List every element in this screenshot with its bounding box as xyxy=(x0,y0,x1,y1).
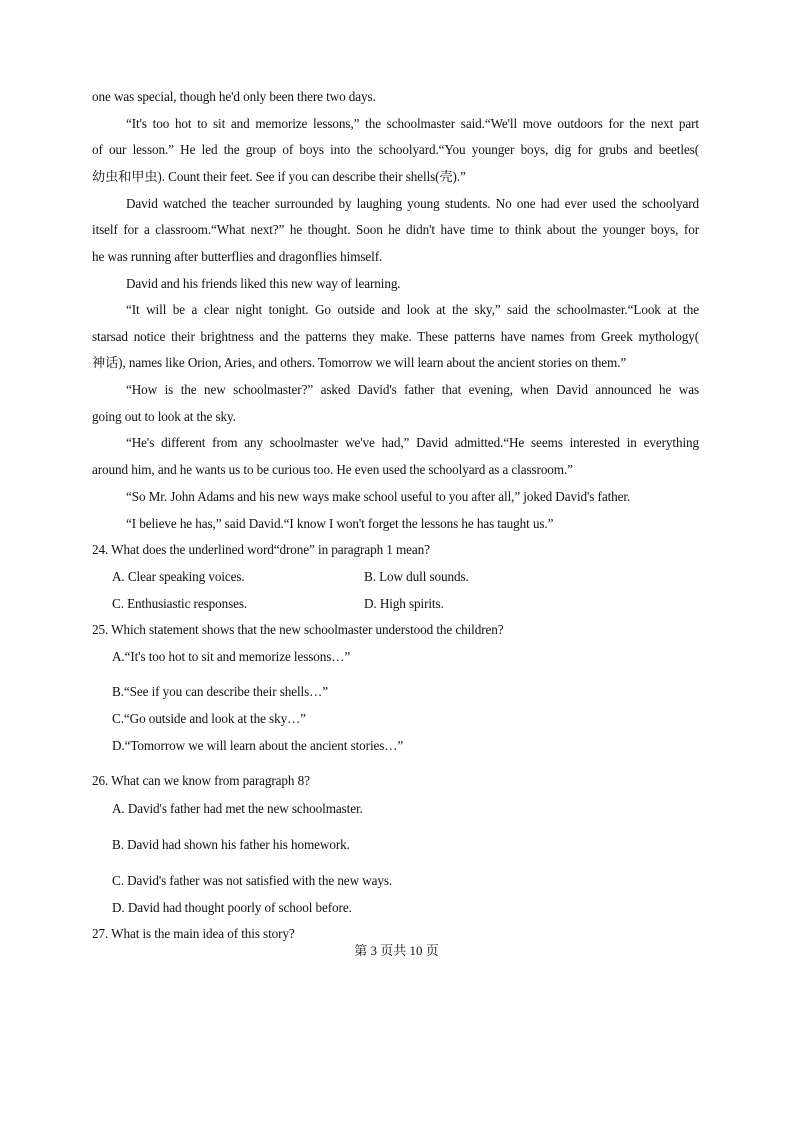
story-line: David watched the teacher surrounded by laughing young students. No one had ever used the schoolyard xyxy=(126,196,699,211)
question-24-option-a: A. Clear speaking voices. xyxy=(112,569,245,584)
story-line: David and his friends liked this new way of learning. xyxy=(126,276,401,291)
question-26-option-b: B. David had shown his father his homework. xyxy=(112,837,350,852)
question-24-option-c: C. Enthusiastic responses. xyxy=(112,596,248,611)
story-line: “It's too hot to sit and memorize lessons,” the schoolmaster said.“We'll move outdoors for the next part xyxy=(126,116,699,131)
story-line: “It will be a clear night tonight. Go outside and look at the sky,” said the schoolmaster.“Look at the xyxy=(126,302,699,317)
question-26-stem: 26. What can we know from paragraph 8? xyxy=(92,773,310,788)
story-line: “I believe he has,” said David.“I know I won't forget the lessons he has taught us.” xyxy=(126,516,554,531)
question-26-option-d: D. David had thought poorly of school before. xyxy=(112,900,352,915)
question-24-option-d: D. High spirits. xyxy=(364,596,444,611)
story-line: “So Mr. John Adams and his new ways make school useful to you after all,” joked David's father. xyxy=(126,489,631,504)
story-line: itself for a classroom.“What next?” he thought. Soon he didn't have time to think about the younger boys, for xyxy=(92,222,699,237)
story-line: “How is the new schoolmaster?” asked David's father that evening, when David announced he was xyxy=(126,382,699,397)
story-line: going out to look at the sky. xyxy=(92,409,236,424)
story-line: 神话), names like Orion, Aries, and others. Tomorrow we will learn about the ancient stories on them.” xyxy=(92,355,627,370)
story-line: 幼虫和甲虫). Count their feet. See if you can describe their shells(壳).” xyxy=(92,169,466,184)
question-27-stem: 27. What is the main idea of this story? xyxy=(92,926,295,941)
story-line: he was running after butterflies and dragonflies himself. xyxy=(92,249,383,264)
question-25-option-a: A.“It's too hot to sit and memorize lessons…” xyxy=(112,649,351,664)
question-25-option-b: B.“See if you can describe their shells…” xyxy=(112,684,328,699)
question-24-stem: 24. What does the underlined word“drone” in paragraph 1 mean? xyxy=(92,542,430,557)
question-24-option-b: B. Low dull sounds. xyxy=(364,569,469,584)
story-line: around him, and he wants us to be curious too. He even used the schoolyard as a classroom.” xyxy=(92,462,573,477)
question-26-option-a: A. David's father had met the new schoolmaster. xyxy=(112,801,363,816)
story-line: of our lesson.” He led the group of boys into the schoolyard.“You younger boys, dig for grubs and beetles( xyxy=(92,142,699,157)
story-line: “He's different from any schoolmaster we've had,” David admitted.“He seems interested in everything xyxy=(126,435,699,450)
question-25-stem: 25. Which statement shows that the new schoolmaster understood the children? xyxy=(92,622,504,637)
story-line: starsad notice their brightness and the patterns they make. These patterns have names from Greek mythology( xyxy=(92,329,699,344)
question-25-option-d: D.“Tomorrow we will learn about the ancient stories…” xyxy=(112,738,404,753)
page-number-footer: 第 3 页共 10 页 xyxy=(354,943,439,958)
question-25-option-c: C.“Go outside and look at the sky…” xyxy=(112,711,306,726)
question-26-option-c: C. David's father was not satisfied with the new ways. xyxy=(112,873,393,888)
story-line: one was special, though he'd only been there two days. xyxy=(92,89,376,104)
